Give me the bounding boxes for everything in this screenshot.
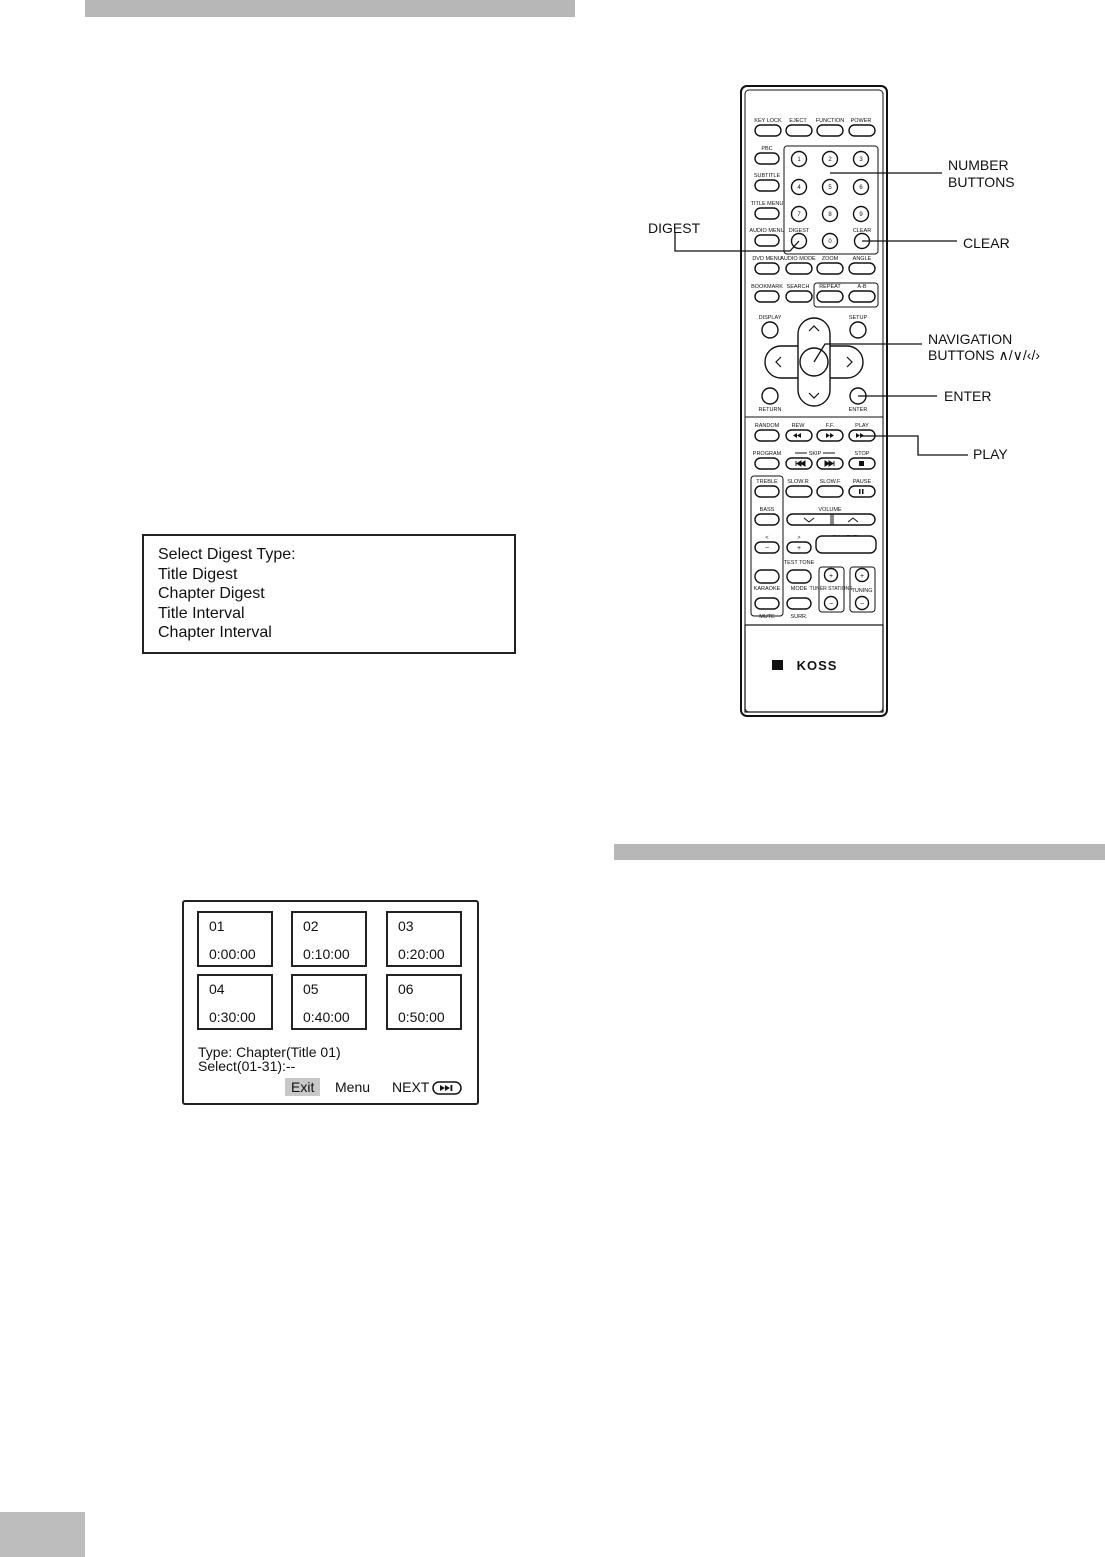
section-header-bar-right — [614, 844, 1105, 860]
ab-button[interactable] — [849, 291, 875, 302]
label-search: SEARCH — [786, 284, 810, 290]
digest-type-menu — [142, 534, 516, 654]
digest-select-line: Select(01-31):-- — [198, 1058, 296, 1074]
label-treble: TREBLE — [756, 479, 778, 485]
label-volume: VOLUME — [818, 507, 842, 513]
subtitle-button[interactable] — [755, 180, 779, 191]
eject-button[interactable] — [786, 125, 812, 136]
label-mode: MODE — [790, 586, 808, 592]
digit-6: 6 — [859, 185, 863, 191]
digit-5: 5 — [828, 185, 832, 191]
stop-icon — [859, 461, 864, 466]
function-button[interactable] — [817, 125, 843, 136]
digit-4: 4 — [797, 185, 801, 191]
label-clear: CLEAR — [852, 228, 872, 234]
menu-button[interactable]: Menu — [335, 1079, 371, 1095]
pause-icon-right — [862, 489, 864, 494]
slow-f-button[interactable] — [817, 486, 843, 497]
thumbnail-time: 0:50:00 — [398, 1009, 445, 1025]
chapter-thumbnail[interactable] — [386, 911, 462, 967]
callout-number-buttons-line2: BUTTONS — [948, 174, 1015, 190]
random-button[interactable] — [755, 430, 779, 441]
label-repeat: REPEAT — [819, 284, 841, 290]
remote-control-diagram — [600, 80, 1105, 720]
digit-9: 9 — [859, 212, 863, 218]
pbc-button[interactable] — [755, 153, 779, 164]
digit-7: 7 — [797, 212, 801, 218]
digest-option-title-interval[interactable]: Title Interval — [158, 604, 245, 622]
bass-button[interactable] — [755, 514, 779, 525]
thumbnail-number: 03 — [398, 918, 414, 934]
thumbnail-time: 0:20:00 — [398, 946, 445, 962]
label-audio-mode: AUDIO MODE — [780, 256, 816, 262]
digest-type-title: Select Digest Type: — [158, 546, 296, 563]
label-slow-r: SLOW.R — [787, 479, 809, 485]
label-digest: DIGEST — [788, 228, 810, 234]
display-button[interactable] — [762, 322, 778, 338]
label-test-tone: TEST TONE — [783, 560, 815, 566]
label-subtitle: SUBTITLE — [753, 173, 781, 179]
label-eject: EJECT — [789, 118, 807, 124]
label-random: RANDOM — [754, 423, 780, 429]
digit-8: 8 — [828, 212, 832, 218]
chapter-thumbnail[interactable] — [291, 974, 367, 1030]
thumbnail-time: 0:10:00 — [303, 946, 350, 962]
label-ff: F.F. — [825, 423, 835, 429]
koss-logo-text: KOSS — [796, 658, 838, 673]
label-pause: PAUSE — [852, 479, 872, 485]
label-display: DISPLAY — [758, 315, 782, 321]
pause-icon-left — [859, 489, 861, 494]
page-number-tab — [0, 1512, 85, 1557]
koss-logo-mark — [772, 660, 783, 670]
thumbnail-time: 0:00:00 — [209, 946, 256, 962]
section-header-bar-left — [85, 0, 575, 17]
label-program: PROGRAM — [752, 451, 782, 457]
treble-button[interactable] — [755, 486, 779, 497]
digit-2: 2 — [828, 157, 832, 163]
label-function: FUNCTION — [815, 118, 845, 124]
angle-button[interactable] — [849, 263, 875, 274]
thumbnail-number: 01 — [209, 918, 225, 934]
digest-option-title-digest[interactable]: Title Digest — [158, 565, 238, 583]
next-label: NEXT — [392, 1079, 430, 1095]
next-button[interactable] — [392, 1079, 462, 1095]
chapter-thumbnail[interactable] — [197, 974, 273, 1030]
tuning-plus-glyph: + — [859, 573, 865, 580]
search-button[interactable] — [786, 291, 812, 302]
digit-1: 1 — [797, 157, 801, 163]
label-zoom: ZOOM — [821, 256, 839, 262]
callout-navigation-line1: NAVIGATION — [928, 331, 1013, 347]
thumbnail-number: 05 — [303, 981, 319, 997]
thumbnail-number: 04 — [209, 981, 225, 997]
thumbnail-number: 02 — [303, 918, 319, 934]
label-enter: ENTER — [848, 407, 868, 413]
digest-option-chapter-interval[interactable]: Chapter Interval — [158, 624, 272, 642]
plus-glyph: + — [796, 545, 802, 552]
tuning-minus-glyph: − — [859, 601, 865, 608]
callout-clear: CLEAR — [963, 235, 1010, 251]
label-dvd-menu: DVD MENU — [752, 256, 782, 262]
zoom-button[interactable] — [817, 263, 843, 274]
label-bass: BASS — [759, 507, 775, 513]
karaoke-button[interactable] — [755, 570, 779, 583]
label-rew: REW — [791, 423, 805, 429]
dvd-menu-button[interactable] — [755, 263, 779, 274]
label-tuner-stations: TUNER STATIONS — [809, 586, 853, 592]
power-button[interactable] — [849, 125, 875, 136]
callout-navigation-line2: BUTTONS ∧/∨/‹/› — [928, 347, 1041, 363]
label-surr: SURR. — [790, 614, 808, 620]
label-bookmark: BOOKMARK — [751, 284, 783, 290]
tuner-minus-glyph: − — [828, 601, 834, 608]
digest-option-chapter-digest[interactable]: Chapter Digest — [158, 585, 265, 603]
mode-button[interactable] — [787, 570, 811, 583]
label-lt: < — [765, 535, 769, 541]
chapter-digest-screen — [182, 900, 479, 1105]
setup-button[interactable] — [850, 322, 866, 338]
label-power: POWER — [850, 118, 872, 124]
label-setup: SETUP — [848, 315, 868, 321]
chapter-thumbnail[interactable] — [291, 911, 367, 967]
skip-next-icon — [432, 1081, 462, 1095]
title-menu-button[interactable] — [755, 208, 779, 219]
label-audio-menu: AUDIO MENU — [749, 228, 785, 234]
program-button[interactable] — [755, 458, 779, 469]
label-return: RETURN — [758, 407, 782, 413]
label-gt: > — [797, 535, 801, 541]
audio-menu-button[interactable] — [755, 235, 779, 246]
thumbnail-time: 0:40:00 — [303, 1009, 350, 1025]
minus-glyph: − — [764, 545, 770, 552]
digit-3: 3 — [859, 157, 863, 163]
callout-digest: DIGEST — [648, 220, 701, 236]
surr-button[interactable] — [787, 598, 811, 609]
callout-enter: ENTER — [944, 388, 992, 404]
tuner-plus-glyph: + — [828, 573, 834, 580]
label-title-menu: TITLE MENU — [750, 201, 784, 207]
label-key-lock: KEY LOCK — [754, 118, 782, 124]
chapter-thumbnail[interactable] — [386, 974, 462, 1030]
label-slow-f: SLOW.F — [819, 479, 841, 485]
thumbnail-number: 06 — [398, 981, 414, 997]
label-karaoke: KARAOKE — [753, 586, 781, 592]
label-skip: SKIP — [808, 451, 822, 457]
chapter-thumbnail[interactable] — [197, 911, 273, 967]
slow-r-button[interactable] — [786, 486, 812, 497]
callout-play: PLAY — [973, 446, 1008, 462]
bookmark-button[interactable] — [755, 291, 779, 302]
digit-0: 0 — [828, 239, 832, 245]
label-pbc: PBC — [761, 146, 773, 152]
repeat-button[interactable] — [817, 291, 843, 302]
exit-button[interactable]: Exit — [285, 1078, 320, 1096]
mute-button[interactable] — [755, 598, 779, 609]
label-mute: MUTE — [759, 614, 775, 620]
ch-level-button[interactable] — [816, 536, 876, 553]
label-ab: A-B — [857, 284, 867, 290]
thumbnail-time: 0:30:00 — [209, 1009, 256, 1025]
label-play: PLAY — [855, 423, 869, 429]
digest-type-line: Type: Chapter(Title 01) — [198, 1044, 341, 1060]
label-tuning: TUNING — [851, 588, 873, 594]
callout-number-buttons-line1: NUMBER — [948, 157, 1009, 173]
return-button[interactable] — [762, 388, 778, 404]
label-angle: ANGLE — [852, 256, 872, 262]
label-stop: STOP — [854, 451, 870, 457]
audio-mode-button[interactable] — [786, 263, 812, 274]
key-lock-button[interactable] — [755, 125, 781, 136]
